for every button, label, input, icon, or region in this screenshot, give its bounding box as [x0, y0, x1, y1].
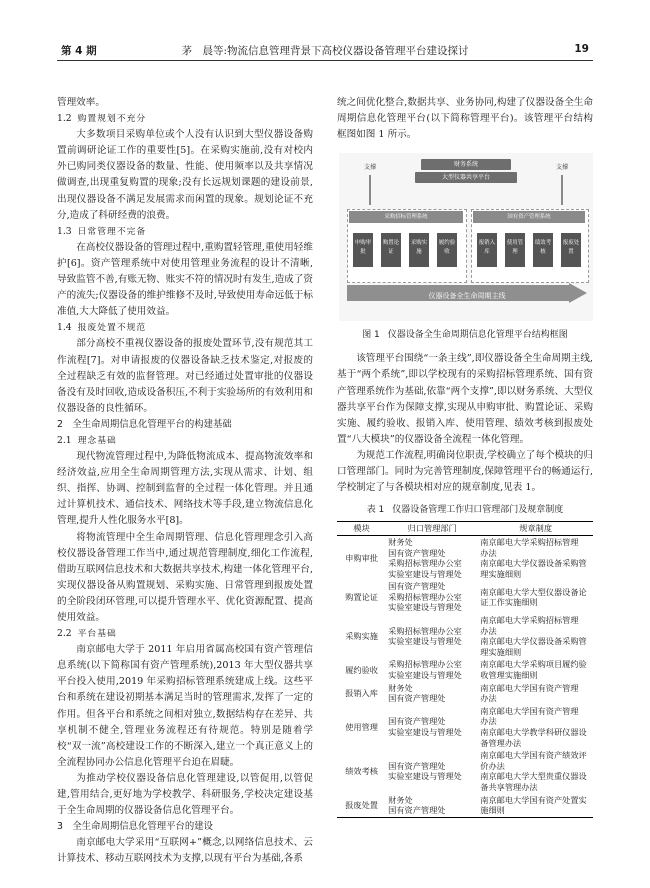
table-cell-dept — [386, 682, 478, 705]
table-header-dept: 归口管理部门 — [386, 522, 478, 536]
regulation-line: 南京邮电大学采购招标管理 — [480, 615, 579, 626]
dept-line: 国有资产管理处 — [388, 760, 446, 771]
paragraph: 将物流管理中全生命周期管理、信息化管理理念引入高校仪器设备管理工作当中,通过规范管理制度,细化工作流程,借助互联网信息技术和大数据共享技术,构建一体化管理平台,实现仪器设备从购置规划、采购实施、日常管理到报废处置的全阶段闭环管理,可以提升管理水平、优化资源配置、提高使用效益。 — [57, 531, 313, 623]
paragraph: 统之间优化整合,数据共享、业务协同,构建了仪器设备全生命周期信息化管理平台(以下简称管理平台)。该管理平台结构框图如图 1 所示。 — [337, 97, 593, 141]
regulations-table — [337, 521, 593, 817]
subsection-title: 日常管理不完备 — [77, 226, 147, 237]
lifecycle-band-text: 仪器设备全生命周期主线 — [428, 292, 506, 301]
table-row — [337, 614, 593, 658]
subsection-number: 2.2 — [57, 628, 72, 640]
dept-line: 实验室建设与管理处 — [388, 568, 462, 579]
paragraph: 南京邮电大学于 2011 年启用省属高校国有资产管理信息系统(以下简称国有资产管理系统),2013 年大型仪器共享平台投入使用,2019 年采购招标管理系统建成上线。这些平台和系统在建设初期基本满足当时的管理需求,发挥了一定的作用。但各平台和系统之间相对独立,数据结构存在差异、共享机制不健全,管理业务流程还有待规范。特别是随着学校“双一流”高校建设工作的不断深入,建立一个真正意义上的全流程协同办公信息化管理平台迫在眉睫。 — [57, 644, 313, 768]
table-cell-module: 绩效考核 — [345, 766, 378, 777]
table-header-module: 模块 — [337, 522, 386, 536]
table-caption-number: 表 1 — [366, 505, 385, 516]
module-assessment: 绩效考核 — [533, 233, 553, 267]
regulation-line: 南京邮电大学教学科研仪器设 — [480, 727, 587, 737]
subsection-number: 1.2 — [57, 113, 72, 125]
subsection-number: 1.4 — [57, 322, 72, 334]
support-label-left: 支撑 — [363, 164, 377, 172]
regulation-line: 备共享管理办法 — [480, 781, 538, 792]
paragraph: 现代物流管理过程中,为降低物流成本、提高物流效率和经济效益,应用全生命周期管理方法,实现从需求、计划、组织、指挥、协调、控制到监督的全过程一体化管理。并且通过计算机技术、通信技术、网络技术等手段,建立物流信息化管理,提升人性化服务水平[8]。 — [57, 451, 313, 527]
dept-line: 实验室建设与管理处 — [388, 727, 462, 737]
dept-line: 实验室建设与管理处 — [388, 602, 462, 613]
regulation-line: 南京邮电大学采购项目履约验 — [480, 659, 587, 670]
support-arrow-left — [369, 175, 371, 205]
regulation-line: 理实施细则 — [480, 568, 522, 579]
table-cell-regulation — [478, 614, 593, 658]
module-procurement: 采购实施 — [409, 233, 429, 267]
asset-system-bar: 国有资产管理系统 — [473, 211, 585, 223]
paragraph: 为规范工作流程,明确岗位职责,学校确立了每个模块的归口管理部门。同时为完善管理制度,保障管理平台的畅通运行,学校制定了与各模块相对应的规章制度,见表 1。 — [337, 449, 593, 494]
subsection-heading — [57, 320, 313, 336]
figure-caption-number: 图 1 — [362, 330, 380, 341]
table-cell-module: 购置论证 — [345, 591, 378, 602]
dept-line: 采购招标管理办公室 — [388, 625, 462, 636]
support-arrow-right — [561, 175, 563, 205]
subsection-title: 理念基础 — [77, 435, 117, 446]
paragraph: 管理效率。 — [57, 97, 105, 108]
regulation-line: 南京邮电大学国有资产管理 — [480, 705, 579, 716]
paragraph: 该管理平台围绕“一条主线”,即仪器设备全生命周期主线,基于“两个系统”,即以学校现有的采购招标管理系统、国有资产管理系统作为基础,依靠“两个支撑”,即以财务系统、大型仪器共享平台作为保障支撑,实现从申购审批、购置论证、采购实施、履约验收、报销入库、使用管理、绩效考核到报废处置“八大模块”的仪器设备全流程一体化管理。 — [337, 353, 593, 445]
subsection-number: 2.1 — [57, 434, 72, 446]
module-purchase-evaluation: 购置论证 — [381, 233, 401, 267]
regulation-line: 南京邮电大学大型仪器设备论 — [480, 586, 587, 597]
subsection-heading — [57, 626, 313, 642]
page-header — [57, 38, 593, 61]
regulation-line: 南京邮电大学采购招标管理 — [480, 536, 579, 547]
table-header-row — [337, 522, 593, 536]
issue-label: 第 4 期 — [61, 45, 97, 57]
paragraph: 为推动学校仪器设备信息化管理建设,以管促用,以管促建,管用结合,更好地为学校教学、科研服务,学校决定建设基于全生命周期的仪器设备信息化管理平台。 — [57, 772, 313, 817]
dept-line: 采购招标管理办公室 — [388, 558, 462, 569]
module-usage: 使用管理 — [505, 233, 525, 267]
regulation-line: 施细则 — [480, 805, 505, 816]
regulation-line: 南京邮电大学仪器设备采购管 — [480, 558, 587, 569]
paragraph: 南京邮电大学采用“互联网+”概念,以网络信息技术、云计算技术、移动互联网技术为支撑,以现有平台为基础,各系 — [57, 837, 313, 865]
table-cell-regulation — [478, 580, 593, 614]
table-row — [337, 580, 593, 614]
table-cell-regulation — [478, 749, 593, 793]
table-row — [337, 794, 593, 818]
module-disposal: 报废处置 — [561, 233, 581, 267]
regulation-line: 办法 — [480, 625, 497, 636]
figure-caption-text: 仪器设备全生命周期信息化管理平台结构框图 — [387, 330, 568, 341]
support-label-right: 支撑 — [555, 164, 569, 172]
section-heading: 3 全生命周期信息化管理平台的建设 — [57, 821, 213, 833]
table-cell-module: 报销入库 — [345, 687, 378, 698]
subsection-title: 平台基础 — [77, 629, 117, 640]
regulation-line: 南京邮电大学国有资产绩效评 — [480, 750, 587, 761]
table-cell-dept — [386, 705, 478, 749]
dept-line: 国有资产管理处 — [388, 693, 446, 704]
table-caption — [337, 502, 593, 518]
table-cell-dept — [386, 535, 478, 580]
module-reimbursement: 报销入库 — [477, 233, 497, 267]
dept-line: 财务处 — [388, 536, 413, 547]
figure-caption — [337, 327, 593, 343]
dept-line: 国有资产管理处 — [388, 547, 446, 558]
table-row — [337, 535, 593, 580]
regulation-line: 南京邮电大学大型贵重仪器设 — [480, 771, 587, 782]
figure-1 — [339, 153, 593, 321]
table-cell-module: 采购实施 — [345, 630, 378, 641]
table-row — [337, 658, 593, 681]
dept-line: 国有资产管理处 — [388, 716, 446, 727]
table-cell-dept — [386, 580, 478, 614]
subsection-title: 报废处置不规范 — [77, 323, 147, 334]
table-cell-regulation — [478, 682, 593, 705]
paragraph: 大多数项目采购单位或个人没有认识到大型仪器设备购置前调研论证工作的重要性[5]。在采购实施前,没有对校内外已购同类仪器设备的数量、性能、使用频率以及共享情况做调查,出现重复购置的现象;没有长远规划课题的建设前景,出现仪器设备不满足发展需求而闲置的现象。规划论证不充分,造成了科研经费的浪费。 — [57, 129, 313, 221]
table-row — [337, 749, 593, 793]
paragraph: 部分高校不重视仪器设备的报废处置环节,没有规范其工作流程[7]。对申请报废的仪器设备缺乏技术鉴定,对报废的全过程缺乏有效的监督管理。对已经通过处置审批的仪器设备没有及时回收,造成设备积压,不利于实验场所的有效利用和仪器设备的良性循环。 — [57, 338, 313, 414]
subsection-number: 1.3 — [57, 225, 72, 237]
regulation-line: 南京邮电大学仪器设备采购管 — [480, 636, 587, 647]
dept-line: 实验室建设与管理处 — [388, 771, 462, 782]
right-paragraphs — [337, 351, 593, 496]
regulation-line: 南京邮电大学国有资产处置实 — [480, 794, 587, 805]
left-column — [57, 95, 313, 868]
regulation-line: 理实施细则 — [480, 646, 522, 657]
dept-line: 国有资产管理处 — [388, 805, 446, 816]
table-cell-module: 申购审批 — [345, 552, 378, 563]
regulation-line: 南京邮电大学国有资产管理 — [480, 682, 579, 693]
dept-line: 国有资产管理处 — [388, 581, 446, 592]
subsection-title: 购置规划不充分 — [77, 114, 147, 125]
regulation-line: 证工作实施细则 — [480, 597, 538, 608]
table-caption-text: 仪器设备管理工作归口管理部门及规章制度 — [392, 505, 564, 516]
table-cell-regulation — [478, 658, 593, 681]
sharing-platform-bar: 大型仪器共享平台 — [415, 172, 517, 183]
table-cell-dept — [386, 614, 478, 658]
finance-system-bar: 财务系统 — [421, 159, 511, 170]
lifecycle-band — [347, 283, 587, 303]
table-cell-dept — [386, 749, 478, 793]
section-heading: 2 全生命周期信息化管理平台的构建基础 — [57, 418, 232, 430]
module-purchase-approval: 申购审批 — [353, 233, 373, 267]
table-body — [337, 535, 593, 817]
subsection-heading — [57, 433, 313, 449]
regulation-line: 办法 — [480, 693, 497, 704]
table-header-regulation: 规章制度 — [478, 522, 593, 536]
subsection-heading — [57, 111, 313, 127]
table-row — [337, 682, 593, 705]
dept-line: 采购招标管理办公室 — [388, 591, 462, 602]
table-cell-module: 报废处置 — [337, 794, 386, 818]
table-cell-regulation — [478, 705, 593, 749]
regulation-line: 收管理实施细则 — [480, 670, 538, 681]
dept-line: 实验室建设与管理处 — [388, 670, 462, 681]
procurement-system-bar: 采购招标管理系统 — [349, 211, 463, 223]
module-acceptance: 履约验收 — [437, 233, 457, 267]
table-cell-module: 使用管理 — [345, 721, 378, 732]
right-column — [337, 95, 593, 818]
regulation-line: 价办法 — [480, 760, 505, 771]
table-row — [337, 705, 593, 749]
dept-line: 财务处 — [388, 682, 413, 693]
subsection-heading — [57, 224, 313, 240]
paragraph: 在高校仪器设备的管理过程中,重购置轻管理,重使用轻维护[6]。资产管理系统中对使用管理业务流程的设计不清晰,导致监管不善,有账无物、账实不符的情况时有发生,造成了资产的流失;仪器设备的维护维修不及时,导致使用寿命远低于标准值,大大降低了使用效益。 — [57, 241, 313, 318]
regulation-line: 备管理办法 — [480, 737, 522, 748]
dept-line: 采购招标管理办公室 — [388, 659, 462, 670]
table-cell-dept — [386, 794, 478, 818]
table-cell-module: 履约验收 — [345, 664, 378, 675]
running-title: 茅 晨等:物流信息管理背景下高校仪器设备管理平台建设探讨 — [181, 45, 469, 57]
page-number: 19 — [574, 43, 589, 55]
table-cell-dept — [386, 658, 478, 681]
dept-line: 实验室建设与管理处 — [388, 636, 462, 647]
dept-line: 财务处 — [388, 794, 413, 805]
table-cell-regulation — [478, 794, 593, 818]
regulation-line: 办法 — [480, 716, 497, 727]
regulation-line: 办法 — [480, 547, 497, 558]
table-cell-regulation — [478, 535, 593, 580]
